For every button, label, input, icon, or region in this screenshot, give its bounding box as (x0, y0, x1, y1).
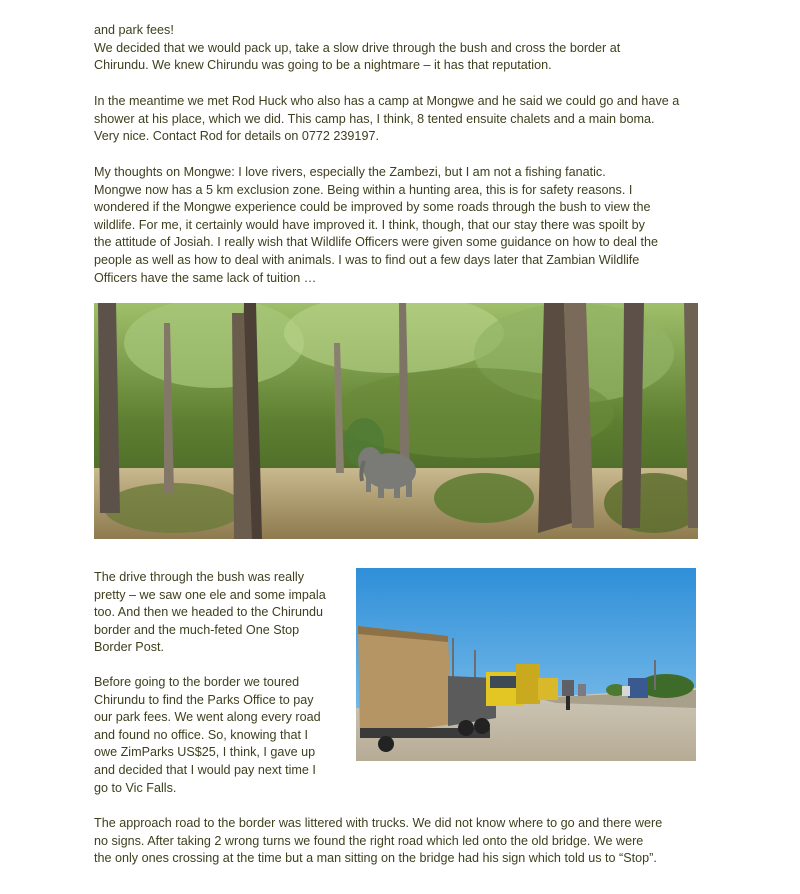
text-line: our park fees. We went along every road (94, 710, 321, 725)
text-line: Border Post. (94, 640, 164, 655)
text-line: Chirundu. We knew Chirundu was going to be a nightmare – it has that reputation. (94, 58, 552, 73)
text-line: Mongwe now has a 5 km exclusion zone. Being within a hunting area, this is for safety reasons. I (94, 182, 633, 197)
text-line: wondered if the Mongwe experience could be improved by some roads through the bush to view the (94, 200, 651, 215)
text-line: and found no office. So, knowing that I (94, 727, 309, 742)
paragraph-rod-huck (94, 93, 709, 146)
paragraph-thoughts-on-mongwe (94, 164, 709, 287)
text-line: wildlife. For me, it certainly would have improved it. I think, though, that our stay there was spoilt by (94, 217, 645, 232)
paragraph-drive-through-bush (94, 569, 349, 657)
text-line: The drive through the bush was really (94, 570, 305, 584)
trucks-on-road-photo (356, 568, 696, 761)
text-line: go to Vic Falls. (94, 780, 177, 795)
paragraph-parks-office (94, 674, 349, 797)
text-line: Very nice. Contact Rod for details on 0772 239197. (94, 129, 379, 144)
text-line: and park fees! (94, 23, 174, 37)
text-line: owe ZimParks US$25, I think, I gave up (94, 745, 316, 760)
text-line: We decided that we would pack up, take a slow drive through the bush and cross the border at (94, 40, 621, 55)
text-line: too. And then we headed to the Chirundu (94, 605, 323, 620)
text-line: no signs. After taking 2 wrong turns we found the right road which led onto the old bridge. We were (94, 833, 644, 848)
paragraph-approach-road (94, 815, 709, 868)
elephant-in-woodland-photo (94, 303, 698, 539)
text-line: My thoughts on Mongwe: I love rivers, especially the Zambezi, but I am not a fishing fanatic. (94, 165, 606, 179)
text-line: Chirundu to find the Parks Office to pay (94, 692, 314, 707)
text-line: The approach road to the border was littered with trucks. We did not know where to go and there were (94, 816, 663, 830)
text-line: pretty – we saw one ele and some impala (94, 587, 326, 602)
text-line: shower at his place, which we did. This camp has, I think, 8 tented ensuite chalets and a main boma. (94, 111, 655, 126)
text-line: the only ones crossing at the time but a man sitting on the bridge had his sign which told us to “Stop”. (94, 851, 657, 866)
text-line: people as well as how to deal with animals. I was to find out a few days later that Zambian Wildlife (94, 252, 640, 267)
text-line: In the meantime we met Rod Huck who also has a camp at Mongwe and he said we could go and have a (94, 94, 680, 108)
text-line: border and the much-feted One Stop (94, 622, 300, 637)
paragraph-packing-up (94, 22, 709, 75)
text-line: Before going to the border we toured (94, 675, 300, 689)
text-line: Officers have the same lack of tuition … (94, 270, 317, 285)
text-line: and decided that I would pay next time I (94, 762, 316, 777)
text-line: the attitude of Josiah. I really wish that Wildlife Officers were given some guidance on how to deal the (94, 235, 658, 250)
